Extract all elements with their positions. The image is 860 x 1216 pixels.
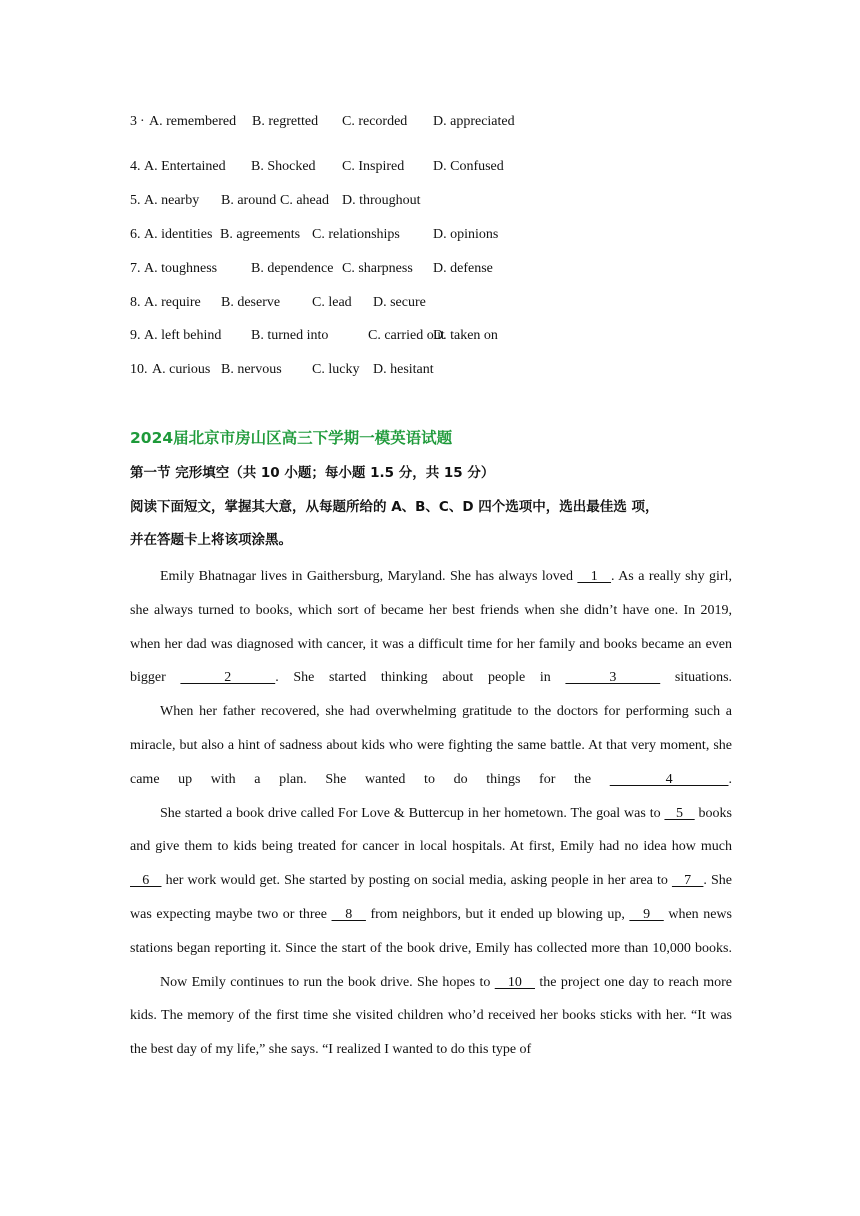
blank-10: 10 [494, 974, 535, 990]
text-run: books and give them to kids being treated for cancer in local hospitals. At first, Emily had no idea how much [130, 805, 732, 855]
option-d: D. secure [373, 295, 426, 310]
text-run: from neighbors, but it ended up blowing up, [365, 906, 630, 922]
instruction-line-2: 并在答题卡上将该项涂黑。 [130, 532, 292, 548]
option-d: D. defense [433, 261, 493, 276]
question-number: 3 [130, 114, 137, 129]
question-number: 6. [130, 227, 141, 242]
option-a: A. nearby [144, 193, 200, 208]
text-run: She started a book drive called For Love & Buttercup in her hometown. The goal was to [160, 805, 665, 821]
section-heading: 第一节 完形填空（共 10 小题；每小题 1.5 分，共 15 分） [130, 465, 495, 481]
option-b: B. turned into [251, 328, 329, 343]
blank-3: 3 [565, 670, 661, 686]
text-run: when news stations began reporting it. Since the start of the book drive, Emily has collected more than 10,000 books. [130, 906, 732, 956]
option-a: A. toughness [144, 261, 218, 276]
paragraph-2 [130, 695, 732, 796]
option-d: D. appreciated [433, 114, 515, 129]
blank-6: 6 [130, 873, 162, 889]
option-a: A. left behind [144, 328, 222, 343]
option-d: D. taken on [433, 328, 498, 343]
option-b: B. nervous [221, 362, 282, 377]
question-number: 9. [130, 328, 141, 343]
option-c: C. carried out [368, 328, 445, 343]
paragraph-1 [130, 560, 732, 695]
blank-8: 8 [331, 906, 366, 922]
text-run: . She was expecting maybe two or three [130, 873, 733, 922]
exam-title: 2024届北京市房山区高三下学期一模英语试题 [130, 429, 453, 447]
paragraph-3 [130, 797, 732, 966]
text-run: Now Emily continues to run the book drive. She hopes to [160, 974, 495, 990]
option-a: A. identities [144, 227, 213, 242]
option-c: C. relationships [312, 227, 400, 242]
option-b: B. Shocked [251, 159, 316, 174]
option-d: D. Confused [433, 159, 504, 174]
question-number: 10. [130, 362, 148, 377]
text-run: . She started thinking about people in [275, 670, 566, 686]
text-run: . As a really shy girl, she always turned to books, which sort of became her best friends when she didn’t have one. In 2019, when her dad was diagnosed with cancer, it was a difficult time for her family and books became an even bigger [130, 569, 732, 686]
option-a: A. remembered [149, 114, 237, 129]
question-number: 4. [130, 159, 141, 174]
option-b: B. regretted [252, 114, 319, 129]
instruction-line-1: 阅读下面短文，掌握其大意，从每题所给的 A、B、C、D 四个选项中，选出最佳选 项， [130, 499, 659, 515]
option-d: D. hesitant [373, 362, 434, 377]
option-c: C. lucky [312, 362, 360, 377]
cloze-passage [130, 560, 732, 1067]
blank-4: 4 [609, 771, 729, 787]
option-d: D. opinions [433, 227, 499, 242]
option-c: C. sharpness [342, 261, 413, 276]
text-run: her work would get. She started by posting on social media, asking people in her area to [161, 873, 672, 889]
option-b: B. dependence [251, 261, 334, 276]
question-number: 7. [130, 261, 141, 276]
option-a: A. require [144, 295, 201, 310]
text-run: When her father recovered, she had overwhelming gratitude to the doctors for performing such a miracle, but also a hint of sadness about kids who were fighting the same battle. At that very moment, she came up with a plan. She wanted to do things for the [130, 704, 732, 787]
option-c: C. Inspired [342, 159, 405, 174]
text-run: situations. [660, 670, 733, 686]
blank-2: 2 [180, 670, 276, 686]
stray-dot: · [140, 114, 145, 129]
option-b: B. around [221, 193, 277, 208]
option-b: B. deserve [221, 295, 281, 310]
option-d: D. throughout [342, 193, 421, 208]
text-run: Emily Bhatnagar lives in Gaithersburg, Maryland. She has always loved [160, 569, 578, 584]
option-b: B. agreements [220, 227, 301, 242]
option-c: C. recorded [342, 114, 408, 129]
option-a: A. curious [152, 362, 211, 377]
option-a: A. Entertained [144, 159, 226, 174]
blank-1: 1 [577, 569, 612, 584]
blank-7: 7 [671, 873, 704, 889]
option-c: C. ahead [280, 193, 329, 208]
text-run: . [728, 771, 732, 787]
option-c: C. lead [312, 295, 352, 310]
text-run: the project one day to reach more kids. The memory of the first time she visited children who’d received her books sticks with her. “It was the best day of my life,” she says. “I realized I wanted to do this type of [130, 974, 733, 1058]
question-number: 8. [130, 295, 141, 310]
question-number: 5. [130, 193, 141, 208]
paragraph-4 [130, 966, 732, 1067]
blank-5: 5 [664, 805, 695, 821]
blank-9: 9 [629, 906, 664, 922]
